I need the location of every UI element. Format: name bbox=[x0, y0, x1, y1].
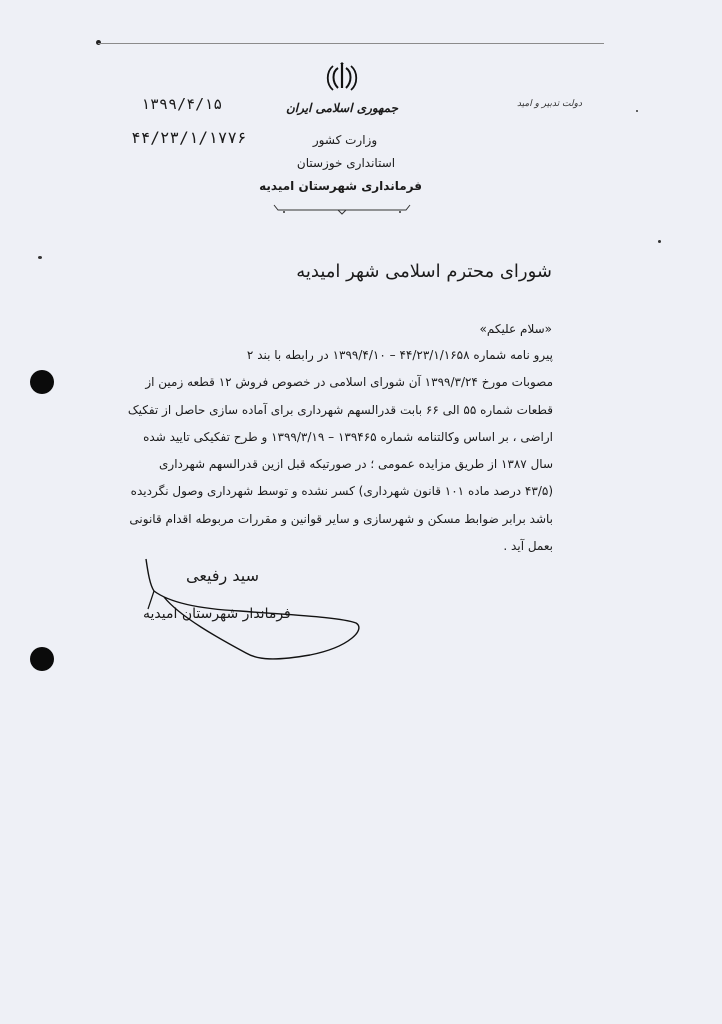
ink-speck bbox=[38, 256, 42, 259]
letter-date: ۱۳۹۹/۴/۱۵ bbox=[141, 95, 223, 113]
republic-name: جمهوری اسلامی ایران bbox=[285, 101, 398, 115]
signatory-name: سید رفیعی bbox=[186, 566, 259, 585]
ink-speck bbox=[636, 110, 638, 112]
punch-hole bbox=[30, 370, 54, 394]
letter-number: ۴۴/۲۳/۱/۱۷۷۶ bbox=[131, 128, 247, 147]
body-line: مصوبات مورخ ۱۳۹۹/۳/۲۴ آن شورای اسلامی در خصوص فروش ۱۲ قطعه زمین از bbox=[145, 375, 553, 390]
signatory-title: فرماندار شهرستان امیدیه bbox=[143, 606, 291, 622]
government-motto: دولت تدبیر و امید bbox=[516, 99, 582, 109]
header-ornament bbox=[272, 201, 412, 215]
top-rule bbox=[98, 43, 604, 44]
iran-emblem-icon bbox=[324, 62, 360, 94]
body-line: بعمل آید . bbox=[503, 539, 553, 554]
body-line: اراضی ، بر اساس وکالتنامه شماره ۱۳۹۴۶۵ – ۱۳۹۹/۳/۱۹ و طرح تفکیکی تایید شده bbox=[143, 429, 553, 444]
handwritten-signature bbox=[140, 557, 365, 667]
ink-speck bbox=[658, 240, 661, 243]
county-office-name: فرمانداری شهرستان امیدیه bbox=[259, 179, 422, 193]
body-line: (۴۳/۵ درصد ماده ۱۰۱ قانون شهرداری) کسر نشده و توسط شهرداری وصول نگردیده bbox=[130, 484, 553, 499]
body-line: باشد برابر ضوابط مسکن و شهرسازی و سایر قوانین و مقررات مربوطه اقدام قانونی bbox=[129, 511, 553, 526]
punch-hole bbox=[30, 647, 54, 671]
body-line: پیرو نامه شماره ۴۴/۲۳/۱/۱۶۵۸ – ۱۳۹۹/۴/۱۰ در رابطه با بند ۲ bbox=[246, 348, 553, 362]
recipient-line: شورای محترم اسلامی شهر امیدیه bbox=[296, 261, 552, 282]
body-line: سال ۱۳۸۷ از طریق مزایده عمومی ؛ در صورتیکه قبل ازین قدرالسهم شهرداری bbox=[159, 457, 553, 472]
ministry-name: وزارت کشور bbox=[312, 133, 378, 147]
greeting: «سلام علیکم» bbox=[479, 322, 552, 336]
body-line: قطعات شماره ۵۵ الی ۶۶ بابت قدرالسهم شهرداری برای آماده سازی حاصل از تفکیک bbox=[128, 402, 553, 417]
governorate-name: استانداری خوزستان bbox=[296, 156, 396, 170]
letter-body bbox=[128, 342, 553, 560]
